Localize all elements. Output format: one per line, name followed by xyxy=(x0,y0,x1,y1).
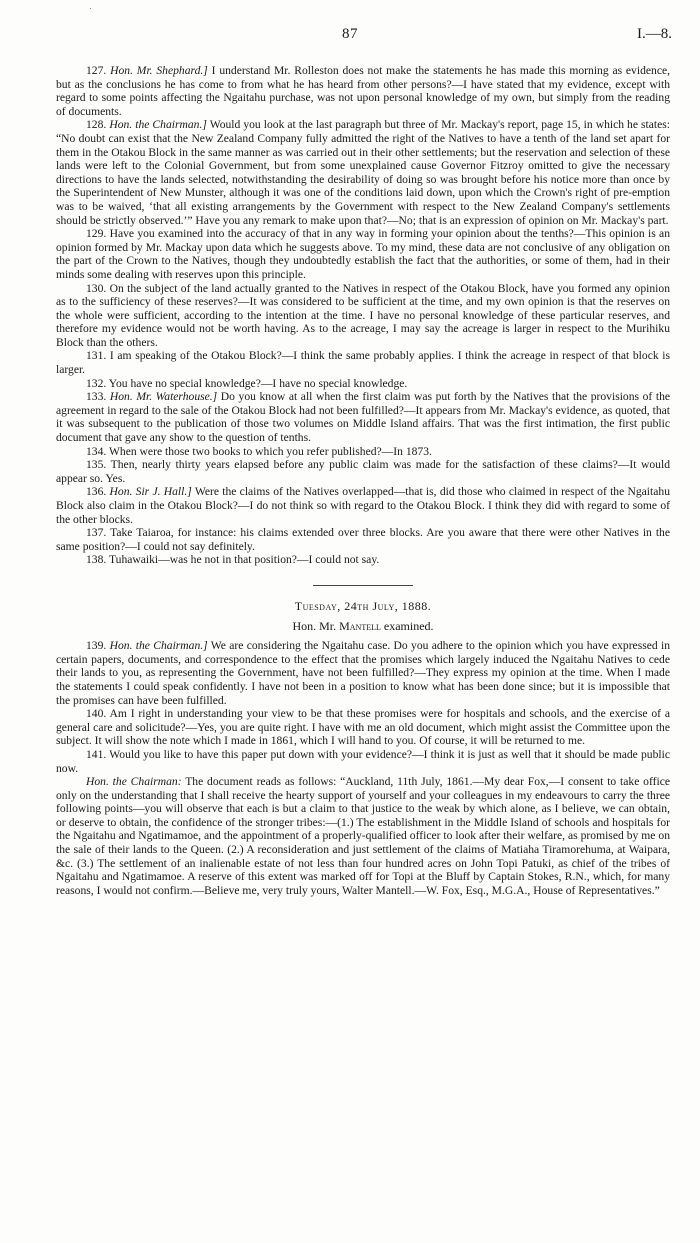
speaker-label: Hon. the Chairman.] xyxy=(109,639,208,653)
evidence-paragraph xyxy=(56,64,670,118)
evidence-paragraph xyxy=(56,227,670,281)
evidence-section-before xyxy=(56,64,670,567)
speaker-label: Hon. the Chairman.] xyxy=(109,118,207,132)
document-reference: I.—8. xyxy=(637,26,672,42)
speaker-label: Hon. Mr. Shephard.] xyxy=(110,64,208,77)
page-number: 87 xyxy=(342,26,358,42)
examined-suffix: examined. xyxy=(380,618,434,633)
evidence-paragraph xyxy=(56,775,670,897)
evidence-paragraph xyxy=(56,639,670,707)
speaker-label: Hon. the Chairman: xyxy=(86,775,182,789)
speaker-label: Hon. Mr. Waterhouse.] xyxy=(109,390,218,404)
evidence-paragraph xyxy=(56,707,670,748)
evidence-section-after xyxy=(56,639,670,897)
examined-name: Mantell xyxy=(339,618,381,633)
evidence-paragraph xyxy=(56,458,670,485)
paragraph-text: I understand Mr. Rolleston does not make the statements he has made this morning as evidence, but as the conclusions he has come to from what he has heard from other persons?—I have stated that my evidence, except with regard to some points affecting the Ngaitahu purchase, was not upon personal knowledge of my own, but simply from the reading of documents. xyxy=(56,64,671,118)
paragraph-text: 140. Am I right in understanding your view to be that these promises were for hospitals and schools, and the exercise of a general care and solicitude?—Yes, you are quite right. I have with me an old document, which might assist the Committee upon the subject. It will show the note which I made in 1861, which I will hand to you. Of course, it will be returned to me. xyxy=(56,707,670,748)
evidence-paragraph xyxy=(56,349,670,376)
question-number: 136. xyxy=(86,485,110,499)
evidence-body xyxy=(56,64,670,897)
paragraph-text: 137. Take Taiaroa, for instance: his claims extended over three blocks. Are you aware that there were other Natives in the same position?—I could not say definitely. xyxy=(56,526,670,553)
paragraph-text: 131. I am speaking of the Otakou Block?—I think the same probably applies. I think the acreage in respect of that block is larger. xyxy=(56,349,670,377)
evidence-paragraph xyxy=(56,526,670,553)
question-number: 127. xyxy=(86,64,111,77)
examined-prefix: Hon. Mr. xyxy=(292,618,340,633)
question-number: 139. xyxy=(86,639,110,653)
paragraph-text: 129. Have you examined into the accuracy of that in any way in forming your opinion about the tenths?—This opinion is an opinion formed by Mr. Mackay upon data which he suggests above. To my mind, these data are not conclusive of any obligation on the part of the Crown to the Natives, though they undoubtedly establish the fact that the authorities, or some of them, had in their minds some dealing with reserves upon this principle. xyxy=(56,227,670,281)
evidence-paragraph xyxy=(56,445,670,459)
paragraph-text: Were the claims of the Natives overlapped—that is, did those who claimed in respect of the Ngaitahu Block also claim in the Otakou Block?—I do not think so with regard to the Otakou Block. I think they did with regard to some of the other blocks. xyxy=(56,485,670,526)
evidence-paragraph xyxy=(56,118,670,227)
evidence-paragraph xyxy=(56,553,670,567)
examined-line xyxy=(56,620,670,634)
paragraph-text: Would you look at the last paragraph but three of Mr. Mackay's report, page 15, in which he states: “No doubt can exist that the New Zealand Company fully admitted the right of the Natives to have a tenth of the land set apart for them in the Otakou Block in the same manner as was carried out in their other settlements; but the reservation and selection of these lands were left to the Colonial Government, but from some unexplained cause Governor Fitzroy omitted to give the necessary directions to have the lands selected, notwithstanding the desirability of doing so was brought before his notice more than once by the Superintendent of New Munster, although it was one of the conditions laid down, upon which the Crown's right of pre-emption was to be waived, ‘that all existing arrangements by the Government with respect to the New Zealand Company's settlements should be strictly observed.’” Have you any remark to make upon that?—No; that is an expression of opinion on Mr. Mackay's part. xyxy=(56,118,671,227)
paragraph-text: 130. On the subject of the land actually granted to the Natives in respect of the Otakou Block, have you formed any opinion as to the sufficiency of these reserves?—It was considered to be sufficient at the time, and my own opinion is that the reserves on the whole were sufficient, according to the intention at the time. I have no personal knowledge of these particular reserves, and therefore my evidence would not be worth having. As to the acreage, I may say the acreage is larger in respect to the Murihiku Block than the others. xyxy=(56,281,670,349)
paragraph-text: The document reads as follows: “Auckland, 11th July, 1861.—My dear Fox,—I consent to take office only on the understanding that I shall receive the hearty support of yourself and your colleagues in my endeavours to carry the three following points—you will observe that each is but a claim to that justice to the weak by which alone, as I believe, we can obtain, or deserve to obtain, the confidence of the stronger tribes:—(1.) The establishment in the Middle Island of schools and hospitals for the Ngaitahu and Ngatimamoe, and the appointment of a properly-qualified officer to look after their welfare, as promised by me on the sale of their lands to the Queen. (2.) A reconsideration and just settlement of the claims of Matiaha Tiramorehuma, at Waipara, &c. (3.) The settlement of an inalienable estate of not less than four hundred acres on John Topi Patuki, as chief of the tribes of Ngaitahu and Ngatimamoe. A reserve of this extent was marked off for Topi at the Bluff by Captain Stokes, R.N., which, for many reasons, I would not confirm.—Believe me, very truly yours, Walter Mantell.—W. Fox, Esq., M.G.A., House of Representatives.” xyxy=(56,775,670,897)
evidence-paragraph xyxy=(56,377,670,391)
paragraph-text: 134. When were those two books to which you refer published?—In 1873. xyxy=(86,444,432,458)
session-date: Tuesday, 24th July, 1888. xyxy=(294,598,432,613)
evidence-paragraph xyxy=(56,485,670,526)
paragraph-text: Do you know at all when the first claim was put forth by the Natives that the provisions of the agreement in regard to the sale of the Otakou Block had not been fulfilled?—It appears from Mr. Mackay's evidence, as quoted, that it was subsequent to the publication of those two volumes on Middle Island affairs. That was the first intimation, the first public document that gave any show to the question of tenths. xyxy=(56,390,671,445)
question-number: 133. xyxy=(86,390,110,404)
paragraph-text: 141. Would you like to have this paper put down with your evidence?—I think it is just as well that it should be made public now. xyxy=(56,747,670,775)
question-number: 128. xyxy=(86,118,110,132)
evidence-paragraph xyxy=(56,390,670,444)
section-divider xyxy=(313,585,413,586)
speaker-label: Hon. Sir J. Hall.] xyxy=(109,485,192,499)
paragraph-text: We are considering the Ngaitahu case. Do you adhere to the opinion which you have expressed in certain papers, documents, and correspondence to the effect that the promises which largely induced the Ngaitahu Natives to cede their lands to you, as representing the Government, have not been fulfilled?—They express my opinion at the time. When I made the statements I could speak confidently. I have not been in a position to know what has been done since; but it is impossible that the promises can have been fulfilled. xyxy=(56,639,670,707)
paragraph-text: 132. You have no special knowledge?—I have no special knowledge. xyxy=(86,376,408,390)
paragraph-text: 138. Tuhawaiki—was he not in that position?—I could not say. xyxy=(86,553,380,567)
scan-speck xyxy=(90,8,91,9)
evidence-paragraph xyxy=(56,748,670,775)
evidence-paragraph xyxy=(56,282,670,350)
paragraph-text: 135. Then, nearly thirty years elapsed before any public claim was made for the satisfaction of these claims?—It would appear so. Yes. xyxy=(56,458,670,485)
